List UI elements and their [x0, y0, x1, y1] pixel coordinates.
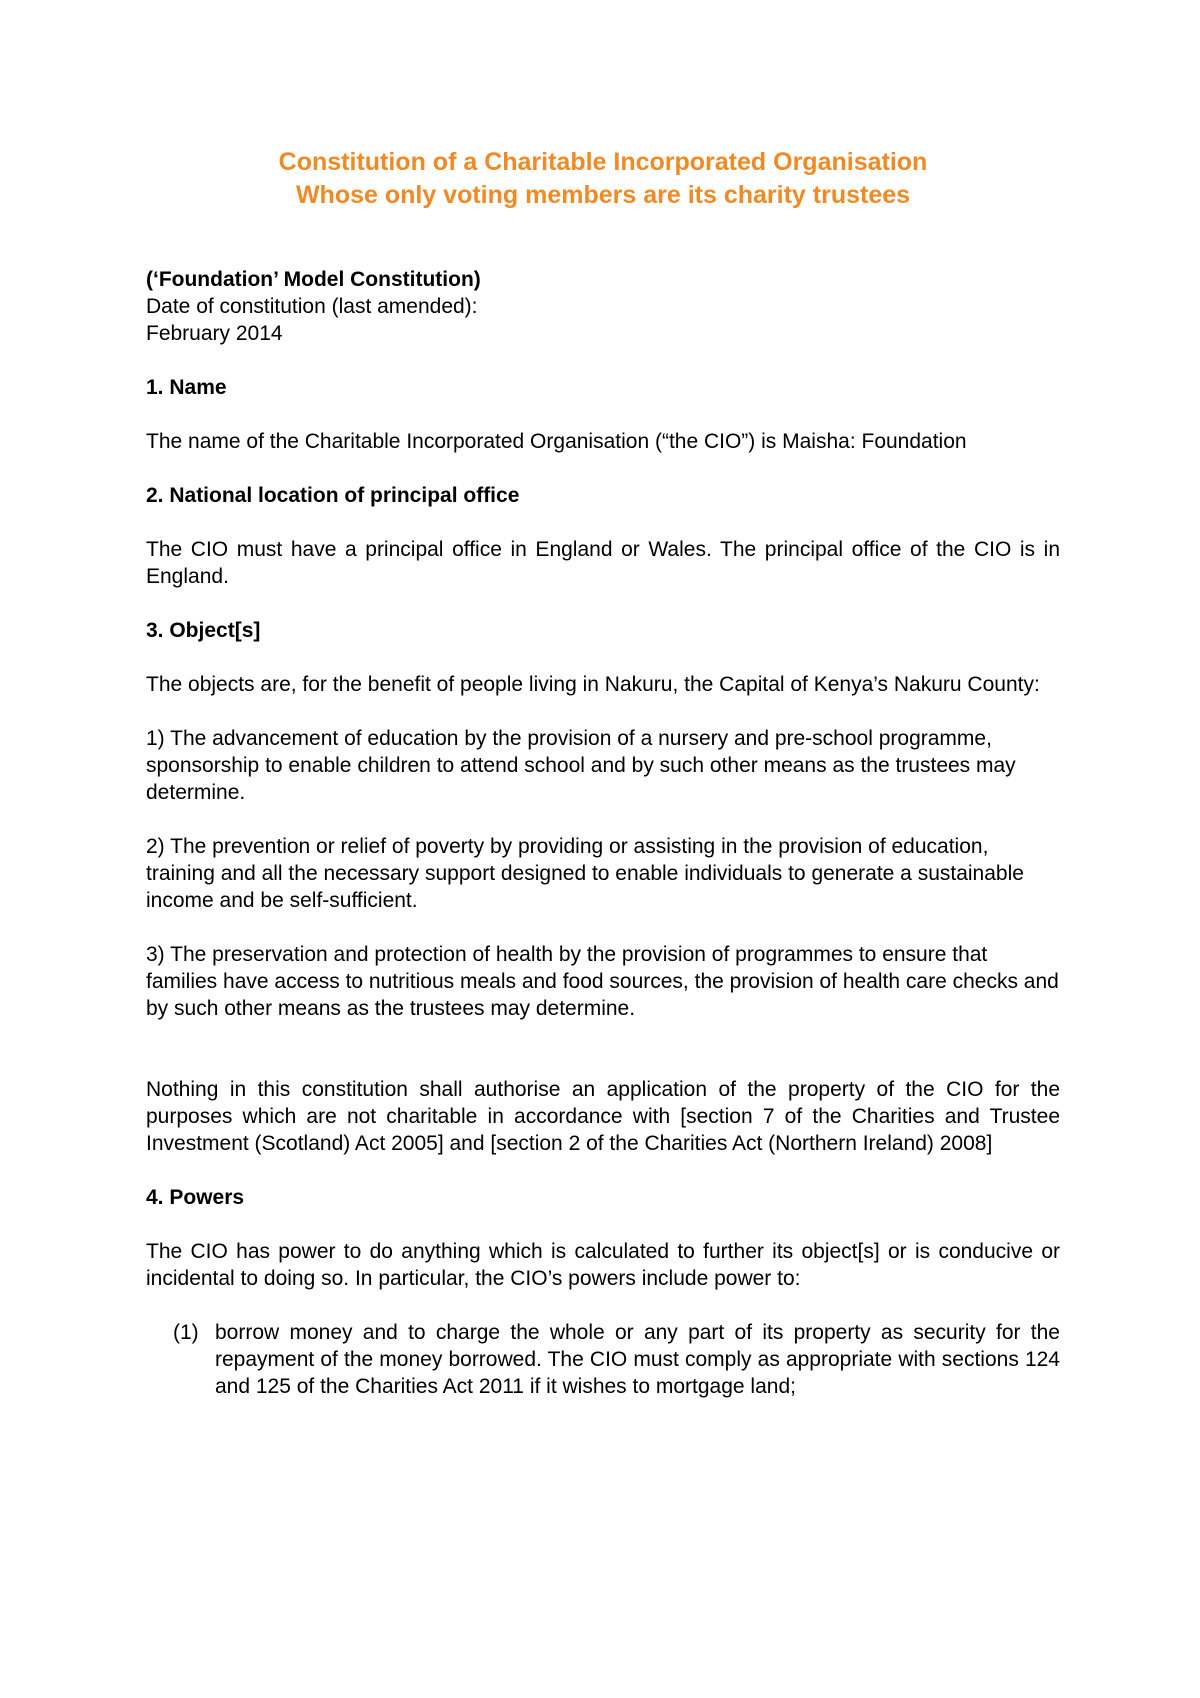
- objects-nothing-clause: Nothing in this constitution shall authorise an application of the property of the CIO for the purposes which are not charitable in accordance with [section 7 of the Charities and Trustee Investment (Scotland) Act 2005] and [section 2 of the Charities Act (Northern Ireland) 2008]: [146, 1078, 1060, 1155]
- model-label: (‘Foundation’ Model Constitution): [146, 268, 481, 291]
- document-title: Constitution of a Charitable Incorporated Organisation: [278, 148, 928, 176]
- objects-item-2: 2) The prevention or relief of poverty by providing or assisting in the provision of education, training and all the necessary support designed to enable individuals to generate a sustainable income and be self-sufficient.: [146, 835, 1024, 912]
- constitution-meta: [146, 266, 1060, 347]
- objects-item-1: 1) The advancement of education by the provision of a nursery and pre-school programme, sponsorship to enable children to attend school and by such other means as the trustees may determine.: [146, 727, 1016, 804]
- objects-intro: The objects are, for the benefit of people living in Nakuru, the Capital of Kenya’s Nakuru County:: [146, 673, 1040, 696]
- powers-intro: The CIO has power to do anything which is calculated to further its object[s] or is conducive or incidental to doing so. In particular, the CIO’s powers include power to:: [146, 1240, 1060, 1290]
- section-body-name: The name of the Charitable Incorporated Organisation (“the CIO”) is Maisha: Foundation: [146, 430, 967, 453]
- objects-item-3: 3) The preservation and protection of health by the provision of programmes to ensure that families have access to nutritious meals and food sources, the provision of health care checks and by such other means as the trustees may determine.: [146, 943, 1059, 1020]
- powers-item-text: borrow money and to charge the whole or any part of its property as security for the repayment of the money borrowed. The CIO must comply as appropriate with sections 124 and 125 of the Charities Act 2011 if it wishes to mortgage land;: [215, 1321, 1060, 1398]
- section-heading-powers: 4. Powers: [146, 1186, 245, 1209]
- title-block: [146, 146, 1060, 212]
- section-heading-location: 2. National location of principal office: [146, 484, 520, 507]
- powers-item-number: (1): [173, 1321, 199, 1344]
- powers-item-1: [173, 1319, 1060, 1400]
- document-subtitle: Whose only voting members are its charity trustees: [295, 181, 911, 209]
- section-body-location: The CIO must have a principal office in England or Wales. The principal office of the CIO is in England.: [146, 538, 1060, 588]
- section-heading-name: 1. Name: [146, 376, 227, 399]
- date-label: Date of constitution (last amended):: [146, 295, 478, 318]
- section-heading-objects: 3. Object[s]: [146, 619, 261, 642]
- date-value: February 2014: [146, 322, 283, 345]
